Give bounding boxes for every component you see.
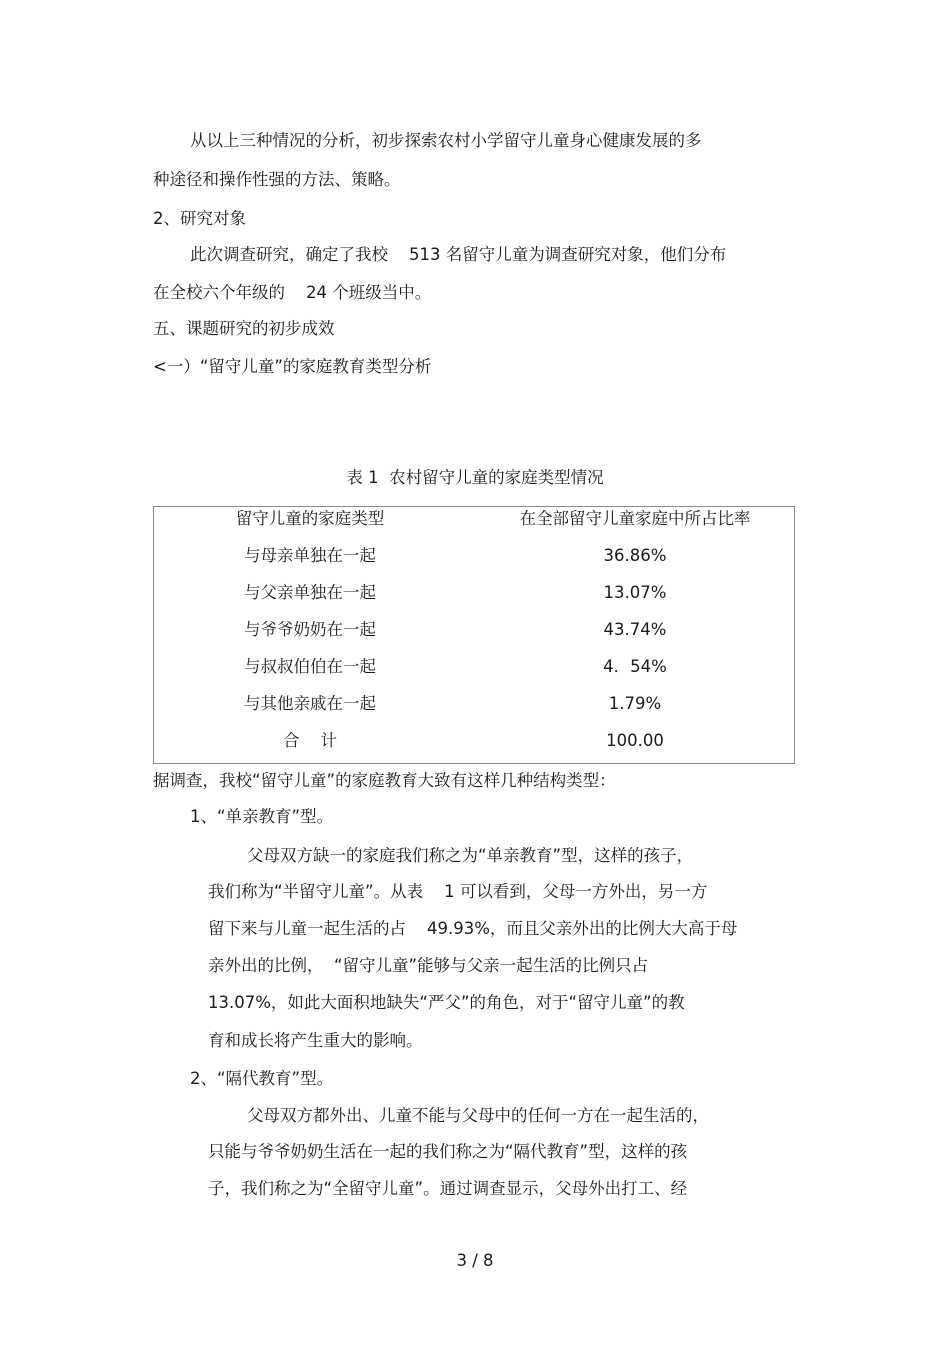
table-cell-total-label: 合 计 [283, 731, 337, 750]
paragraph-line: 在全校六个年级的 24 个班级当中。 [153, 283, 432, 302]
section-heading: 2、研究对象 [153, 209, 246, 228]
table-header-type: 留守儿童的家庭类型 [235, 509, 385, 528]
paragraph-line: 13.07%，如此大面积地缺失“严父”的角色，对于“留守儿童”的教 [208, 993, 685, 1012]
paragraph-line: 据调查，我校“留守儿童”的家庭教育大致有这样几种结构类型： [153, 771, 616, 790]
section-heading: 五、课题研究的初步成效 [153, 319, 335, 338]
page-number: 3 / 8 [456, 1251, 494, 1270]
table-cell-type: 与父亲单独在一起 [244, 583, 376, 602]
table-cell-type: 与母亲单独在一起 [244, 546, 376, 565]
paragraph-line: 从以上三种情况的分析，初步探索农村小学留守儿童身心健康发展的多 [190, 131, 702, 150]
table-cell-ratio: 4．54% [603, 657, 667, 676]
paragraph-line: 只能与爷爷奶奶生活在一起的我们称之为“隔代教育”型，这样的孩 [208, 1142, 688, 1161]
table-header-ratio: 在全部留守儿童家庭中所占比率 [519, 509, 751, 528]
table-cell-total-value: 100.00 [606, 731, 664, 750]
subsection-heading: <一）“留守儿童”的家庭教育类型分析 [153, 357, 432, 376]
paragraph-line: 父母双方缺一的家庭我们称之为“单亲教育”型，这样的孩子， [247, 846, 694, 865]
paragraph-line: 我们称为“半留守儿童”。从表 1 可以看到，父母一方外出，另一方 [208, 882, 708, 901]
table-caption: 表 1 农村留守儿童的家庭类型情况 [346, 468, 604, 487]
table-cell-ratio: 13.07% [603, 583, 667, 602]
paragraph-line: 亲外出的比例， “留守儿童”能够与父亲一起生活的比例只占 [208, 956, 649, 975]
list-heading: 2、“隔代教育”型。 [190, 1069, 334, 1088]
table-cell-type: 与爷爷奶奶在一起 [244, 620, 376, 639]
paragraph-line: 育和成长将产生重大的影响。 [208, 1031, 423, 1050]
table-cell-ratio: 1.79% [608, 694, 662, 713]
family-type-table [153, 506, 795, 764]
paragraph-line: 子，我们称之为“全留守儿童”。通过调查显示，父母外出打工、经 [208, 1179, 688, 1198]
table-cell-type: 与叔叔伯伯在一起 [244, 657, 376, 676]
list-heading: 1、“单亲教育”型。 [190, 807, 334, 826]
paragraph-line: 种途径和操作性强的方法、策略。 [153, 170, 401, 189]
table-cell-ratio: 36.86% [603, 546, 667, 565]
paragraph-line: 此次调查研究，确定了我校 513 名留守儿童为调查研究对象，他们分布 [190, 245, 727, 264]
paragraph-line: 留下来与儿童一起生活的占 49.93%，而且父亲外出的比例大大高于母 [208, 919, 738, 938]
table-cell-ratio: 43.74% [603, 620, 667, 639]
table-cell-type: 与其他亲戚在一起 [244, 694, 376, 713]
paragraph-line: 父母双方都外出、儿童不能与父母中的任何一方在一起生活的， [247, 1106, 709, 1125]
